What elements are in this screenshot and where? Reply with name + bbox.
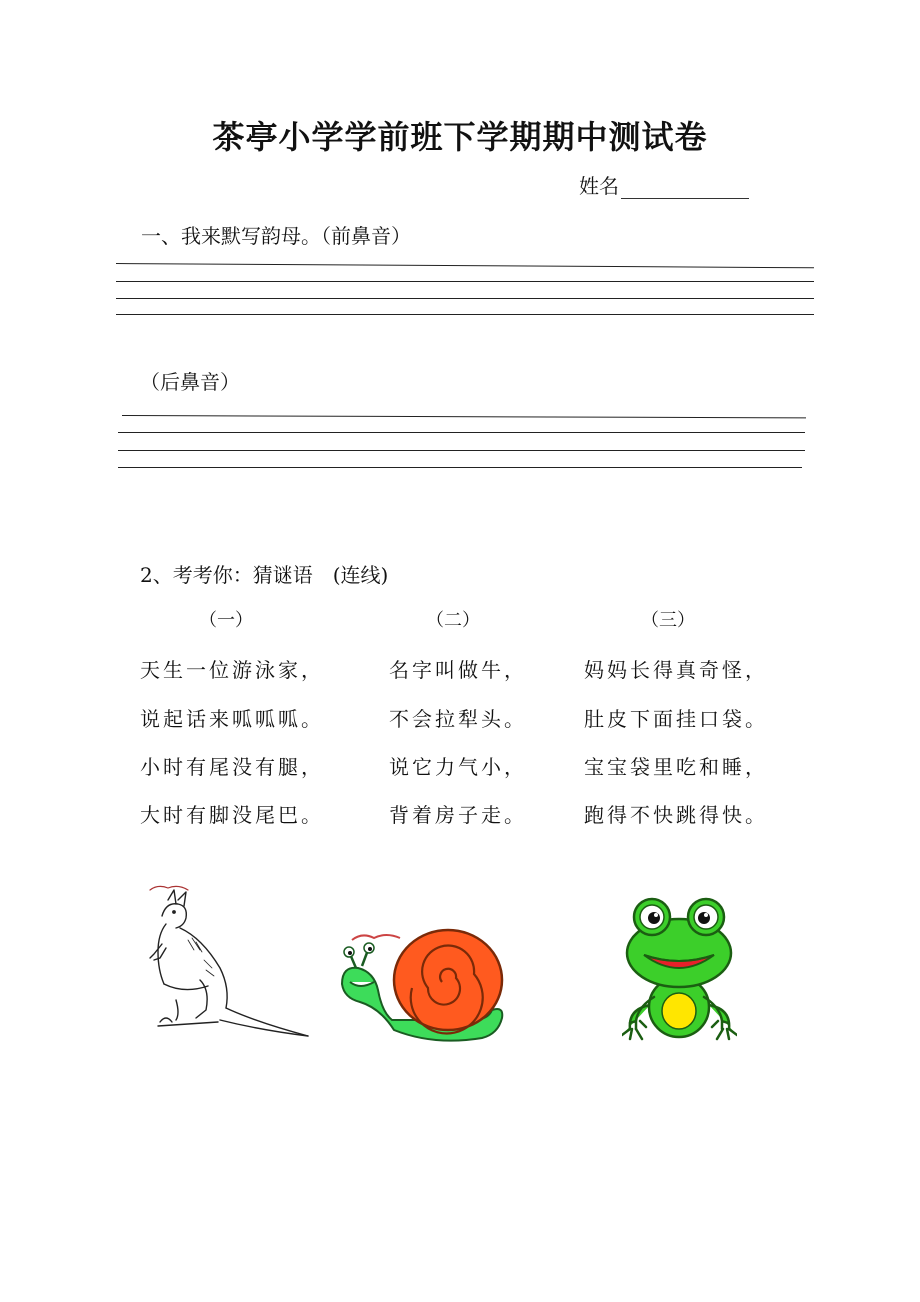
writing-line[interactable] <box>118 450 805 451</box>
riddle-3-label: （三） <box>641 610 695 631</box>
name-blank-line[interactable] <box>621 176 749 199</box>
frog-illustration[interactable] <box>622 895 737 1053</box>
name-label: 姓名 <box>579 174 619 198</box>
riddle-2-line: 说它力气小， <box>389 755 527 779</box>
riddle-3-line: 跑得不快跳得快。 <box>584 803 768 827</box>
riddle-3-line: 妈妈长得真奇怪， <box>584 658 768 682</box>
riddle-3-line: 宝宝袋里吃和睡， <box>584 755 768 779</box>
writing-line[interactable] <box>116 314 814 315</box>
riddle-2-label: （二） <box>426 610 480 631</box>
writing-line[interactable] <box>116 263 814 268</box>
riddle-2-line: 名字叫做牛， <box>389 658 527 682</box>
section1-heading: 一、我来默写韵母。（前鼻音） <box>141 224 411 248</box>
snail-illustration[interactable] <box>338 920 528 1050</box>
riddle-2-line: 不会拉犁头。 <box>389 707 527 731</box>
riddle-1-label: （一） <box>199 610 253 631</box>
section2-heading: 2、考考你：猜谜语 (连线) <box>140 563 389 587</box>
riddle-1-line: 天生一位游泳家， <box>140 658 324 682</box>
riddle-3-line: 肚皮下面挂口袋。 <box>584 707 768 731</box>
name-field <box>579 170 749 199</box>
riddle-1-line: 说起话来呱呱呱。 <box>140 707 324 731</box>
writing-line[interactable] <box>116 298 814 299</box>
riddle-1-line: 小时有尾没有腿， <box>140 755 324 779</box>
kangaroo-illustration[interactable] <box>140 880 315 1045</box>
writing-line[interactable] <box>118 432 805 433</box>
writing-line[interactable] <box>116 281 814 282</box>
riddle-1-line: 大时有脚没尾巴。 <box>140 803 324 827</box>
writing-line[interactable] <box>118 467 802 468</box>
page-title: 茶亭小学学前班下学期期中测试卷 <box>212 118 708 156</box>
section1-subheading: （后鼻音） <box>140 370 240 394</box>
writing-line[interactable] <box>122 415 806 418</box>
riddle-2-line: 背着房子走。 <box>389 803 527 827</box>
